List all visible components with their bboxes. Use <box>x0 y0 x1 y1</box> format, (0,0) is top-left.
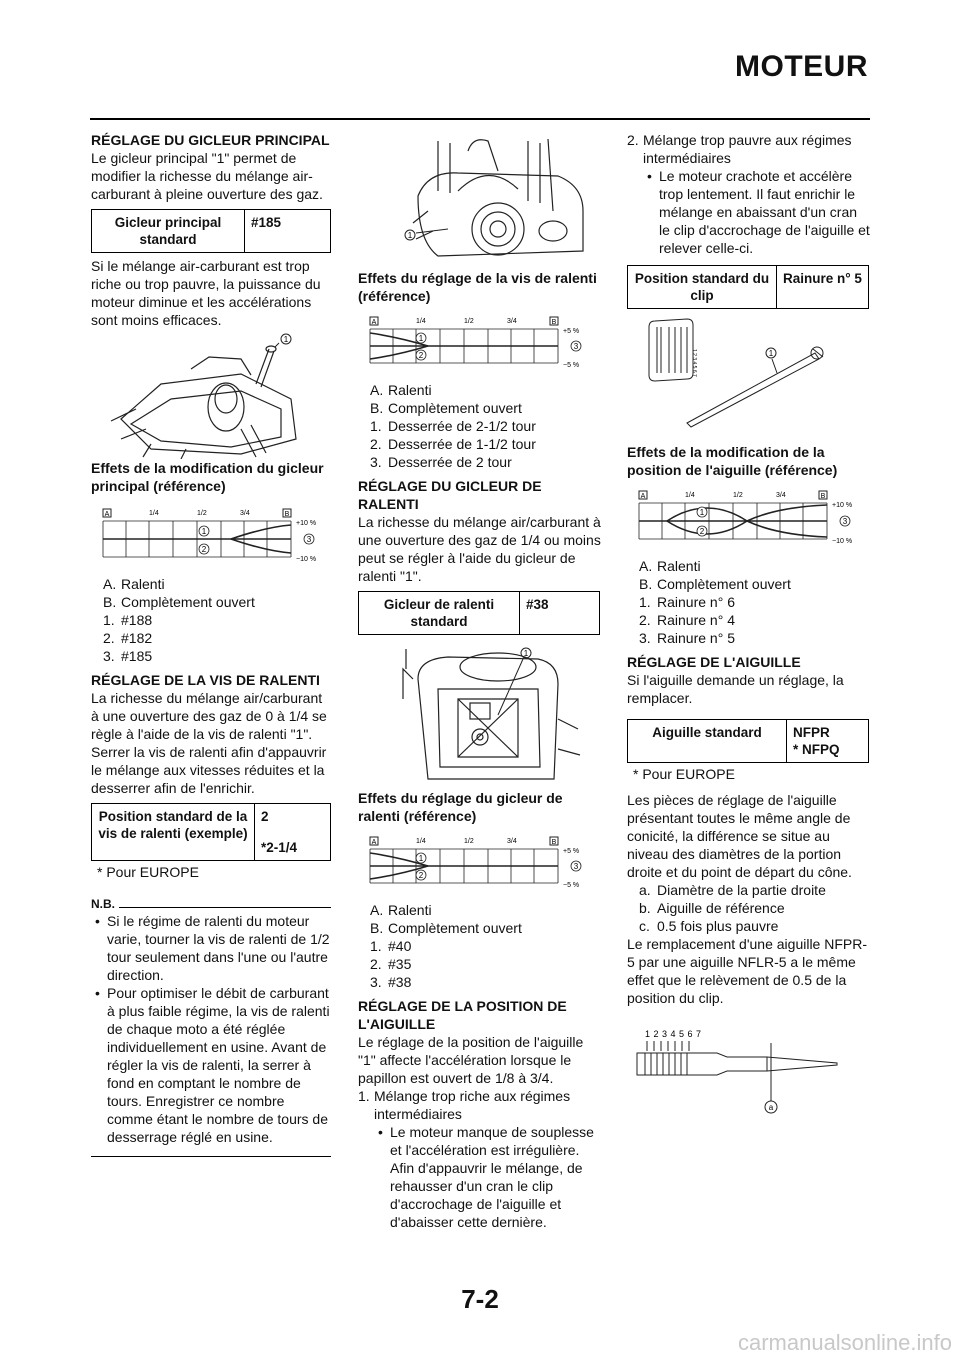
legend-item: B. Complètement ouvert <box>639 576 791 592</box>
carburetor-pilot-jet-illustration <box>358 639 602 785</box>
legend-list <box>358 381 602 471</box>
header-rule <box>90 118 870 120</box>
bullet-list <box>374 1123 602 1231</box>
carburetor-idle-screw-illustration <box>358 131 602 269</box>
chart-label-b: B <box>284 511 290 518</box>
table-footnote: * Pour EUROPE <box>633 766 735 782</box>
legend-list <box>91 575 331 665</box>
figure-caption: Effets de la modification du gicleur principal (référence) <box>91 460 324 494</box>
chart-tick: 3/4 <box>776 492 786 499</box>
figure-caption: Effets du réglage du gicleur de ralenti (référence) <box>358 790 563 824</box>
chart-main-jet <box>91 501 331 567</box>
chart-callout: 3 <box>573 342 579 351</box>
paragraph: La richesse du mélange air/carburant à une ouverture des gaz de 1/4 ou moins peut se régler à l'aide du gicleur de ralenti "1". <box>358 514 601 584</box>
figure-caption: Effets du réglage de la vis de ralenti (référence) <box>358 270 597 304</box>
chart-tick: 3/4 <box>507 838 517 845</box>
paragraph: Le gicleur principal "1" permet de modifier la richesse du mélange air-carburant à pleine ouverture des gaz. <box>91 150 323 202</box>
spec-value: 2 *2-1/4 <box>255 804 331 861</box>
legend-item: B. Complètement ouvert <box>103 594 255 610</box>
legend-item: a. Diamètre de la partie droite <box>639 882 826 898</box>
legend-list <box>627 881 871 935</box>
legend-item: 1. Rainure n° 6 <box>639 594 735 610</box>
legend-item: B. Complètement ouvert <box>370 920 522 936</box>
legend-item: 3. #38 <box>370 974 412 990</box>
chart-label-b: B <box>551 319 557 326</box>
chart-tick: 1/4 <box>685 492 695 499</box>
chart-tick: 1/4 <box>149 510 159 517</box>
list-item: 2. Mélange trop pauvre aux régimes intermédiaires • Le moteur crachote et accélère trop lentement. Il faut enrichir le mélange en abaissant d'un cran le clip d'accrochage de l'aiguille et relever celle-ci. <box>627 131 871 257</box>
legend-item: A. Ralenti <box>103 576 165 592</box>
legend-item: 2. Desserrée de 1-1/2 tour <box>370 436 536 452</box>
legend-item: 3. #185 <box>103 648 153 664</box>
chart-label-b: B <box>820 493 826 500</box>
chart-callout: 1 <box>201 527 207 536</box>
chart-callout: 2 <box>699 527 705 536</box>
spec-value: Rainure n° 5 <box>777 266 869 309</box>
note-end-rule <box>91 1156 331 1157</box>
figure-callout: a <box>768 1103 774 1112</box>
paragraph: Si l'aiguille demande un réglage, la remplacer. <box>627 672 844 706</box>
chart-callout: 1 <box>418 334 424 343</box>
page-number: 7-2 <box>461 1284 499 1314</box>
chart-callout: 2 <box>418 871 424 880</box>
chart-label-a: A <box>104 511 110 518</box>
legend-item: 3. Desserrée de 2 tour <box>370 454 512 470</box>
heading-vis-ralenti: RÉGLAGE DE LA VIS DE RALENTI <box>91 672 320 688</box>
legend-item: 2. Rainure n° 4 <box>639 612 735 628</box>
list-item: 1. Mélange trop riche aux régimes intermédiaires • Le moteur manque de souplesse et l'accélération est irrégulière. Afin d'appauvrir le mélange, de rehausser d'un cran le clip d'accrochage de l'aiguille et d'abaisser cette dernière. <box>358 1087 602 1231</box>
chart-tick: 1/2 <box>464 838 474 845</box>
figure-caption: Effets de la modification de la position de l'aiguille (référence) <box>627 444 838 478</box>
legend-item: 3. Rainure n° 5 <box>639 630 735 646</box>
bullet-item: • Le moteur crachote et accélère trop lentement. Il faut enrichir le mélange en abaissant d'un cran le clip d'accrochage de l'aiguille et relever celle-ci. <box>643 167 871 257</box>
figure-callout: 1 <box>407 231 413 240</box>
legend-item: A. Ralenti <box>370 382 432 398</box>
needle-diagram <box>627 1015 871 1125</box>
chart-tick: 3/4 <box>507 318 517 325</box>
chart-minus: −5 % <box>563 882 580 889</box>
bullet-item: • Le moteur manque de souplesse et l'accélération est irrégulière. Afin d'appauvrir le mélange, de rehausser d'un cran le clip d'accrochage de l'aiguille et d'abaisser cette dernière. <box>374 1123 602 1231</box>
legend-item: A. Ralenti <box>370 902 432 918</box>
chart-callout: 2 <box>418 351 424 360</box>
figure-callout: 1 <box>523 649 529 658</box>
chart-tick: 1/4 <box>416 838 426 845</box>
note-item: • Si le régime de ralenti du moteur varie, tourner la vis de ralenti de 1/2 tour seulement dans l'une ou l'autre direction. <box>91 912 331 984</box>
legend-item: 1. #40 <box>370 938 412 954</box>
bullet-list <box>643 167 871 257</box>
page-title: MOTEUR <box>735 50 868 83</box>
chart-callout: 3 <box>842 517 848 526</box>
paragraph: Si le mélange air-carburant est trop riche ou trop pauvre, la puissance du moteur diminue et les accélérations sont moins efficaces. <box>91 258 321 328</box>
carburetor-main-jet-illustration <box>91 329 331 459</box>
needle-groove-numbers: 1 2 3 4 5 6 7 <box>645 1029 702 1039</box>
chart-needle-position <box>627 485 871 549</box>
spec-value: #185 <box>245 210 331 253</box>
chart-minus: −10 % <box>832 538 853 545</box>
heading-position-aiguille: RÉGLAGE DE LA POSITION DE L'AIGUILLE <box>358 998 567 1032</box>
numbered-list <box>627 131 871 257</box>
chart-label-a: A <box>371 839 377 846</box>
legend-list <box>627 557 871 647</box>
spec-table-pilot-jet <box>358 591 600 635</box>
chart-tick: 1/2 <box>464 318 474 325</box>
legend-list <box>358 901 602 991</box>
spec-key: Position standard du clip <box>628 266 777 309</box>
paragraph: La richesse du mélange air/carburant à une ouverture des gaz de 0 à 1/4 se règle à l'aide de la vis de ralenti "1". Serrer la vis de ralenti afin d'appauvrir le mélange aux vitesses réduites et la desserrer afin de l'enrichir. <box>91 690 327 796</box>
figure-callout: 1 <box>283 335 289 344</box>
numbered-list <box>358 1087 602 1231</box>
column-2 <box>358 131 602 1231</box>
chart-callout: 1 <box>418 854 424 863</box>
spec-key: Position standard de la vis de ralenti (exemple) <box>92 804 255 861</box>
spec-key: Gicleur principal standard <box>92 210 245 253</box>
chart-minus: −5 % <box>563 362 580 369</box>
note-item: • Pour optimiser le débit de carburant à plus faible régime, la vis de ralenti de chaque moto a été réglée individuellement en usine. Avant de régler la vis de ralenti, la serrer à fond en comptant le nombre de tours. Enregistrer ce nombre comme étant le nombre de tours de desserrage réglé en usine. <box>91 984 331 1146</box>
chart-tick: 1/2 <box>197 510 207 517</box>
chart-pilot-jet <box>358 833 602 893</box>
chart-label-b: B <box>551 839 557 846</box>
paragraph: Les pièces de réglage de l'aiguille présentant toutes le même angle de conicité, la différence se situe au niveau des diamètres de la portion droite et du point de départ du cône. <box>627 792 852 880</box>
spec-table-idle-screw <box>91 803 331 861</box>
watermark: carmanualsonline.info <box>737 1330 952 1355</box>
legend-item: A. Ralenti <box>639 558 701 574</box>
chart-plus: +5 % <box>563 328 580 335</box>
chart-tick: 3/4 <box>240 510 250 517</box>
legend-item: 2. #182 <box>103 630 153 646</box>
chart-label-a: A <box>371 319 377 326</box>
paragraph: Le réglage de la position de l'aiguille "1" affecte l'accélération lorsque le papillon est ouvert de 1/8 à 3/4. <box>358 1034 584 1086</box>
legend-item: 1. Desserrée de 2-1/2 tour <box>370 418 536 434</box>
spec-value: NFPR * NFPQ <box>787 720 869 763</box>
legend-item: b. Aiguille de référence <box>639 900 785 916</box>
spec-table-needle <box>627 719 869 763</box>
chart-plus: +5 % <box>563 848 580 855</box>
note-list <box>91 912 331 1146</box>
chart-plus: +10 % <box>296 520 317 527</box>
chart-callout: 1 <box>699 508 705 517</box>
heading-gicleur-ralenti: RÉGLAGE DU GICLEUR DE RALENTI <box>358 478 542 512</box>
legend-item: c. 0.5 fois plus pauvre <box>639 918 779 934</box>
column-1 <box>91 131 331 1157</box>
legend-item: 2. #35 <box>370 956 412 972</box>
chart-callout: 3 <box>306 535 312 544</box>
spec-table-main-jet <box>91 209 331 253</box>
spec-value: #38 <box>520 592 600 635</box>
chart-minus: −10 % <box>296 556 317 563</box>
chart-callout: 3 <box>573 862 579 871</box>
legend-item: B. Complètement ouvert <box>370 400 522 416</box>
spec-key: Aiguille standard <box>628 720 787 763</box>
chart-idle-screw <box>358 313 602 373</box>
chart-callout: 2 <box>201 545 207 554</box>
note-title: N.B. <box>91 897 115 911</box>
column-3 <box>627 131 871 1125</box>
needle-clip-illustration <box>627 313 871 435</box>
note-rule <box>119 907 331 908</box>
legend-item: 1. #188 <box>103 612 153 628</box>
heading-gicleur-principal: RÉGLAGE DU GICLEUR PRINCIPAL <box>91 132 330 148</box>
spec-key: Gicleur de ralenti standard <box>359 592 520 635</box>
figure-callout: 1 <box>768 349 774 358</box>
chart-tick: 1/2 <box>733 492 743 499</box>
clip-groove-numbers: 1 2 3 4 5 6 7 <box>691 349 697 377</box>
chart-tick: 1/4 <box>416 318 426 325</box>
chart-plus: +10 % <box>832 502 853 509</box>
heading-aiguille: RÉGLAGE DE L'AIGUILLE <box>627 654 801 670</box>
table-footnote: * Pour EUROPE <box>97 864 199 880</box>
chart-label-a: A <box>640 493 646 500</box>
paragraph: Le remplacement d'une aiguille NFPR-5 par une aiguille NFLR-5 a le même effet que le relèvement de 0.5 de la position du clip. <box>627 936 868 1006</box>
spec-table-clip <box>627 265 869 309</box>
